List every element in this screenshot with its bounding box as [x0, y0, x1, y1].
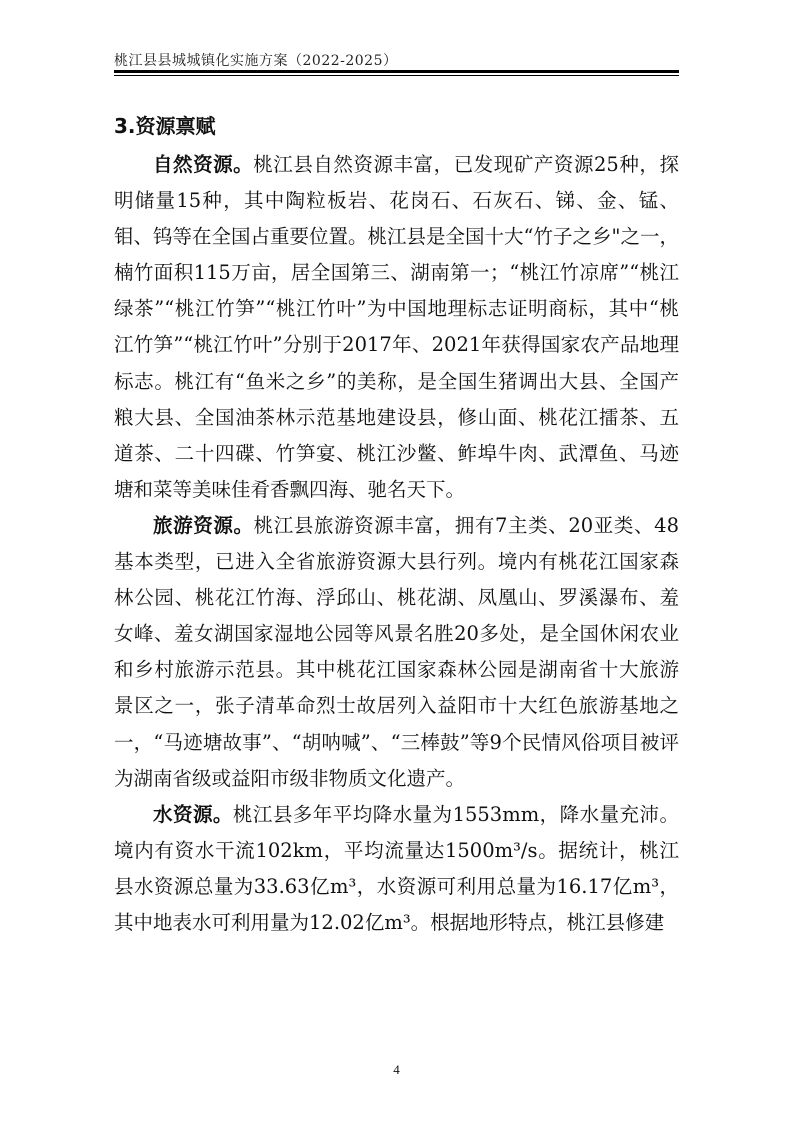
page-number: 4: [393, 1062, 400, 1077]
running-header: 桃江县县城城镇化实施方案（2022-2025）: [114, 53, 398, 69]
paragraph-text: 桃江县自然资源丰富，已发现矿产资源25种，探明储量15种，其中陶粒板岩、花岗石、石灰石、锑、金、锰、钼、钨等在全国占重要位置。桃江县是全国十大“竹子之乡"之一，楠竹面积115万亩，居全国第三、湖南第一；“桃江竹凉席”“桃江绿茶”“桃江竹笋”“桃江竹叶”为中国地理标志证明商标，其中“桃江竹笋”“桃江竹叶”分别于2017年、2021年获得国家农产品地理标志。桃江有“鱼米之乡”的美称，是全国生猪调出大县、全国产粮大县、全国油茶林示范基地建设县，修山面、桃花江擂茶、五道茶、二十四碟、竹笋宴、桃江沙鳖、鲊埠牛肉、武潭鱼、马迹塘和菜等美味佳肴香飘四海、驰名天下。: [114, 153, 679, 501]
section-title: 3.资源禀赋: [114, 114, 216, 138]
header-rule-thick: [114, 70, 679, 73]
paragraph-tourism-resources: [114, 508, 679, 797]
header-rule-thin: [114, 75, 679, 76]
paragraph-natural-resources: [114, 147, 679, 508]
paragraph-lead: 旅游资源。: [153, 513, 254, 537]
paragraph-lead: 水资源。: [153, 802, 233, 826]
paragraph-text: 桃江县多年平均降水量为1553mm，降水量充沛。境内有资水干流102km，平均流量达1500m³/s。据统计，桃江县水资源总量为33.63亿m³，水资源可利用总量为16.17亿m³，其中地表水可利用量为12.02亿m³。根据地形特点，桃江县修建: [114, 802, 679, 934]
body-content: [114, 147, 679, 941]
paragraph-text: 桃江县旅游资源丰富，拥有7主类、20亚类、48基本类型，已进入全省旅游资源大县行列。境内有桃花江国家森林公园、桃花江竹海、浮邱山、桃花湖、凤凰山、罗溪瀑布、羞女峰、羞女湖国家湿地公园等风景名胜20多处，是全国休闲农业和乡村旅游示范县。其中桃花江国家森林公园是湖南省十大旅游景区之一，张子清革命烈士故居列入益阳市十大红色旅游基地之一，“马迹塘故事”、“胡呐喊”、“三棒鼓”等9个民情风俗项目被评为湖南省级或益阳市级非物质文化遗产。: [114, 513, 679, 790]
paragraph-lead: 自然资源。: [153, 153, 254, 176]
paragraph-water-resources: [114, 797, 679, 941]
